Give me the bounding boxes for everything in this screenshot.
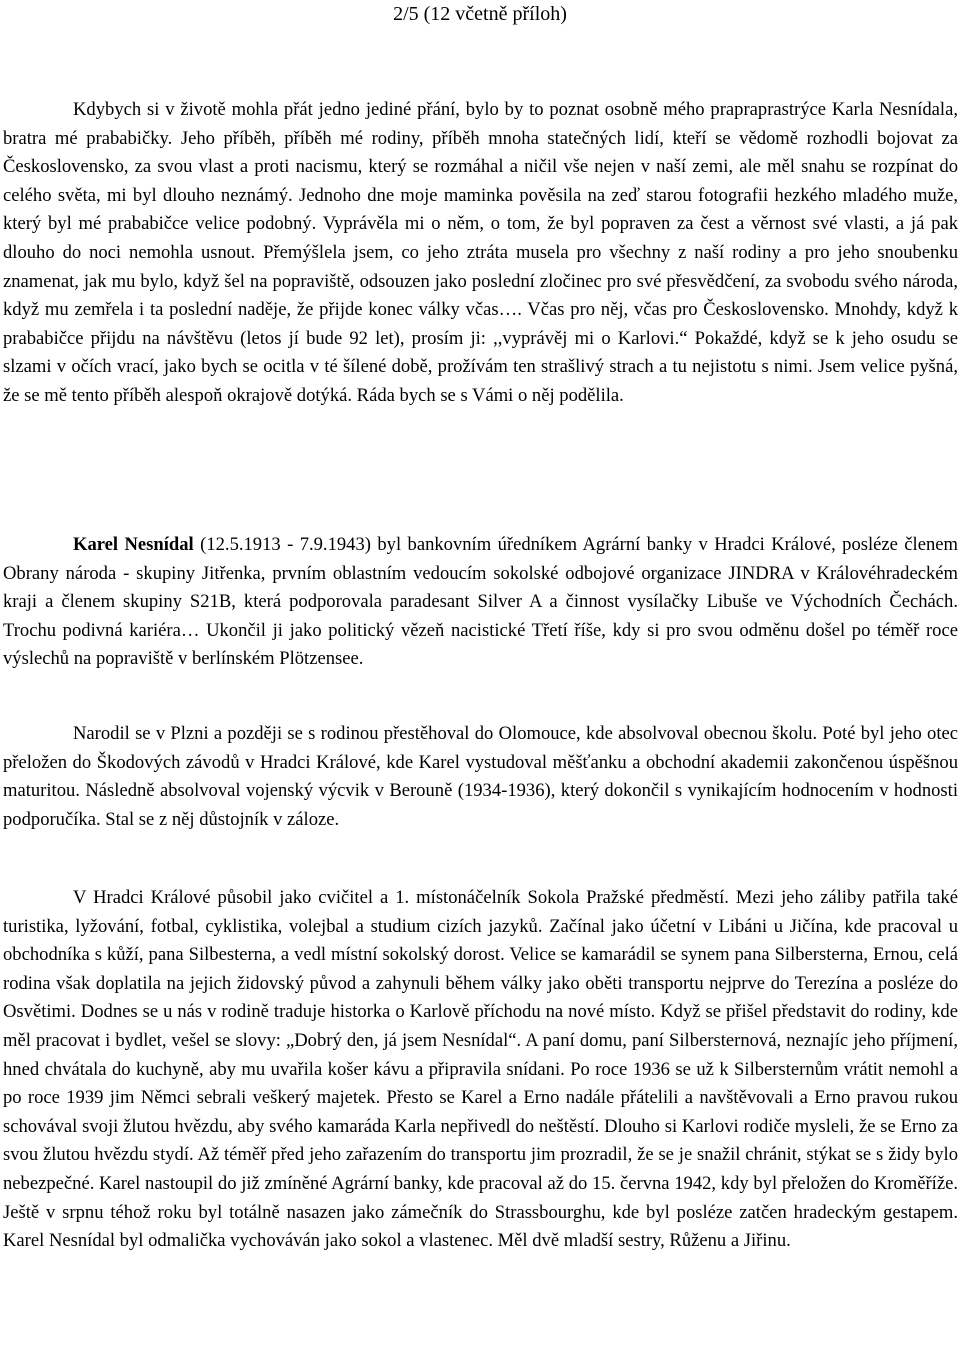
biography-paragraph: [3, 531, 958, 674]
childhood-paragraph: Narodil se v Plzni a později se s rodinou přestěhoval do Olomouce, kde absolvoval obecnou školu. Poté byl jeho otec přeložen do Škodových závodů v Hradci Králové, kde Karel vystudoval měšťanku a obchodní akademii zakončenou úspěšnou maturitou. Následně absolvoval vojenský výcvik v Berouně (1934-1936), který dokončil s vynikajícím hodnocením v hodnosti podporučíka. Stal se z něj důstojník v záloze.: [3, 723, 958, 830]
biography-paragraph-block: [3, 531, 958, 674]
biography-text: (12.5.1913 - 7.9.1943) byl bankovním úředníkem Agrární banky v Hradci Králové, posléze členem Obrany národa - skupiny Jitřenka, prvním oblastním vedoucím sokolské odbojové organizace JINDRA v Královéhradeckém kraji a členem skupiny S21B, která podporovala paradesant Silver A a činnost vysílačky Libuše ve Východních Čechách. Trochu podivná kariéra… Ukončil ji jako politický vězeň nacistické Třetí říše, kdy si pro svou odměnu došel po téměř roce výslechů na popraviště v berlínském Plötzensee.: [3, 534, 958, 670]
intro-paragraph-block: [3, 96, 958, 411]
hradec-paragraph: V Hradci Králové působil jako cvičitel a 1. místonáčelník Sokola Pražské předměstí. Mezi jeho záliby patřila také turistika, lyžování, fotbal, cyklistika, volejbal a studium cizích jazyků. Začínal jako účetní v Libáni u Jičína, kde pracoval u obchodníka s kůží, pana Silbesterna, a vedl místní sokolský dorost. Velice se kamarádil se synem pana Silbersterna, Ernou, celá rodina však doplatila na jejich židovský původ a zahynuli během války jako oběti transportu nejprve do Terezína a posléze do Osvětimi. Dodnes se u nás v rodině traduje historka o Karlově příchodu na nové místo. Když se přišel představit do rodiny, kde měl pracovat i bydlet, vešel se slovy: „Dobrý den, já jsem Nesnídal“. A paní domu, paní Silbersternová, neznajíc jeho příjmení, hned chvátala do kuchyně, aby mu uvařila košer kávu a připravila snídani. Po roce 1936 se už k Silbersternům vrátit nemohl a po roce 1939 jim Němci sebrali veškerý majetek. Přesto se Karel a Erno nadále přátelili a navštěvovali a Erno pravou rukou schovával svoji žlutou hvězdu, aby svého kamaráda Karla nepřivedl do neštěstí. Dlouho si Karlovi rodiče mysleli, že se Erno za svou žlutou hvězdu stydí. Až téměř před jeho zařazením do transportu jim prozradil, že se je snažil chránit, stýkat se s židy bylo nebezpečné. Karel nastoupil do již zmíněné Agrární banky, kde pracoval až do 15. června 1942, kdy byl přeložen do Kroměříže. Ještě v srpnu téhož roku byl totálně nasazen jako zámečník do Strassbourghu, kde byl posléze zatčen hradeckým gestapem. Karel Nesnídal byl odmalička vychováván jako sokol a vlastenec. Měl dvě mladší sestry, Růženu a Jiřinu.: [3, 887, 958, 1252]
page-number-header: 2/5 (12 včetně příloh): [393, 3, 567, 25]
person-name: Karel Nesnídal: [73, 534, 194, 555]
intro-paragraph: Kdybych si v životě mohla přát jedno jediné přání, bylo by to poznat osobně mého prapraprastrýce Karla Nesnídala, bratra mé prababičky. Jeho příběh, příběh mé rodiny, příběh mnoha statečných lidí, kteří se vědomě rozhodli bojovat za Československo, za svou vlast a proti nacismu, který se rozmáhal a ničil vše nejen v naší zemi, ale měl snahu se rozpínat do celého světa, mi byl dlouho neznámý. Jednoho dne moje maminka pověsila na zeď starou fotografii hezkého mladého muže, který byl mé prababičce velice podobný. Vyprávěla mi o něm, o tom, že byl popraven za čest a věrnost své vlasti, a já pak dlouho do noci nemohla usnout. Přemýšlela jsem, co jeho ztráta musela pro všechny z naší rodiny a pro jeho snoubenku znamenat, jak mu bylo, když šel na popraviště, odsouzen jako poslední zločinec pro své přesvědčení, za svobodu svého národa, když mu zemřela i ta poslední naděje, že přijde konec války včas…. Včas pro něj, včas pro Československo. Mnohdy, když k prababičce přijdu na návštěvu (letos jí bude 92 let), prosím ji: ,,vyprávěj mi o Karlovi.“ Pokaždé, když se k jeho osudu se slzami v očích vrací, jako bych se ocitla v té šílené době, prožívám ten strašlivý strach a tu nejistotu s nimi. Jsem velice pyšná, že se mě tento příběh alespoň okrajově dotýká. Ráda bych se s Vámi o něj podělila.: [3, 99, 958, 406]
hradec-paragraph-block: [3, 884, 958, 1256]
childhood-paragraph-block: [3, 720, 958, 834]
